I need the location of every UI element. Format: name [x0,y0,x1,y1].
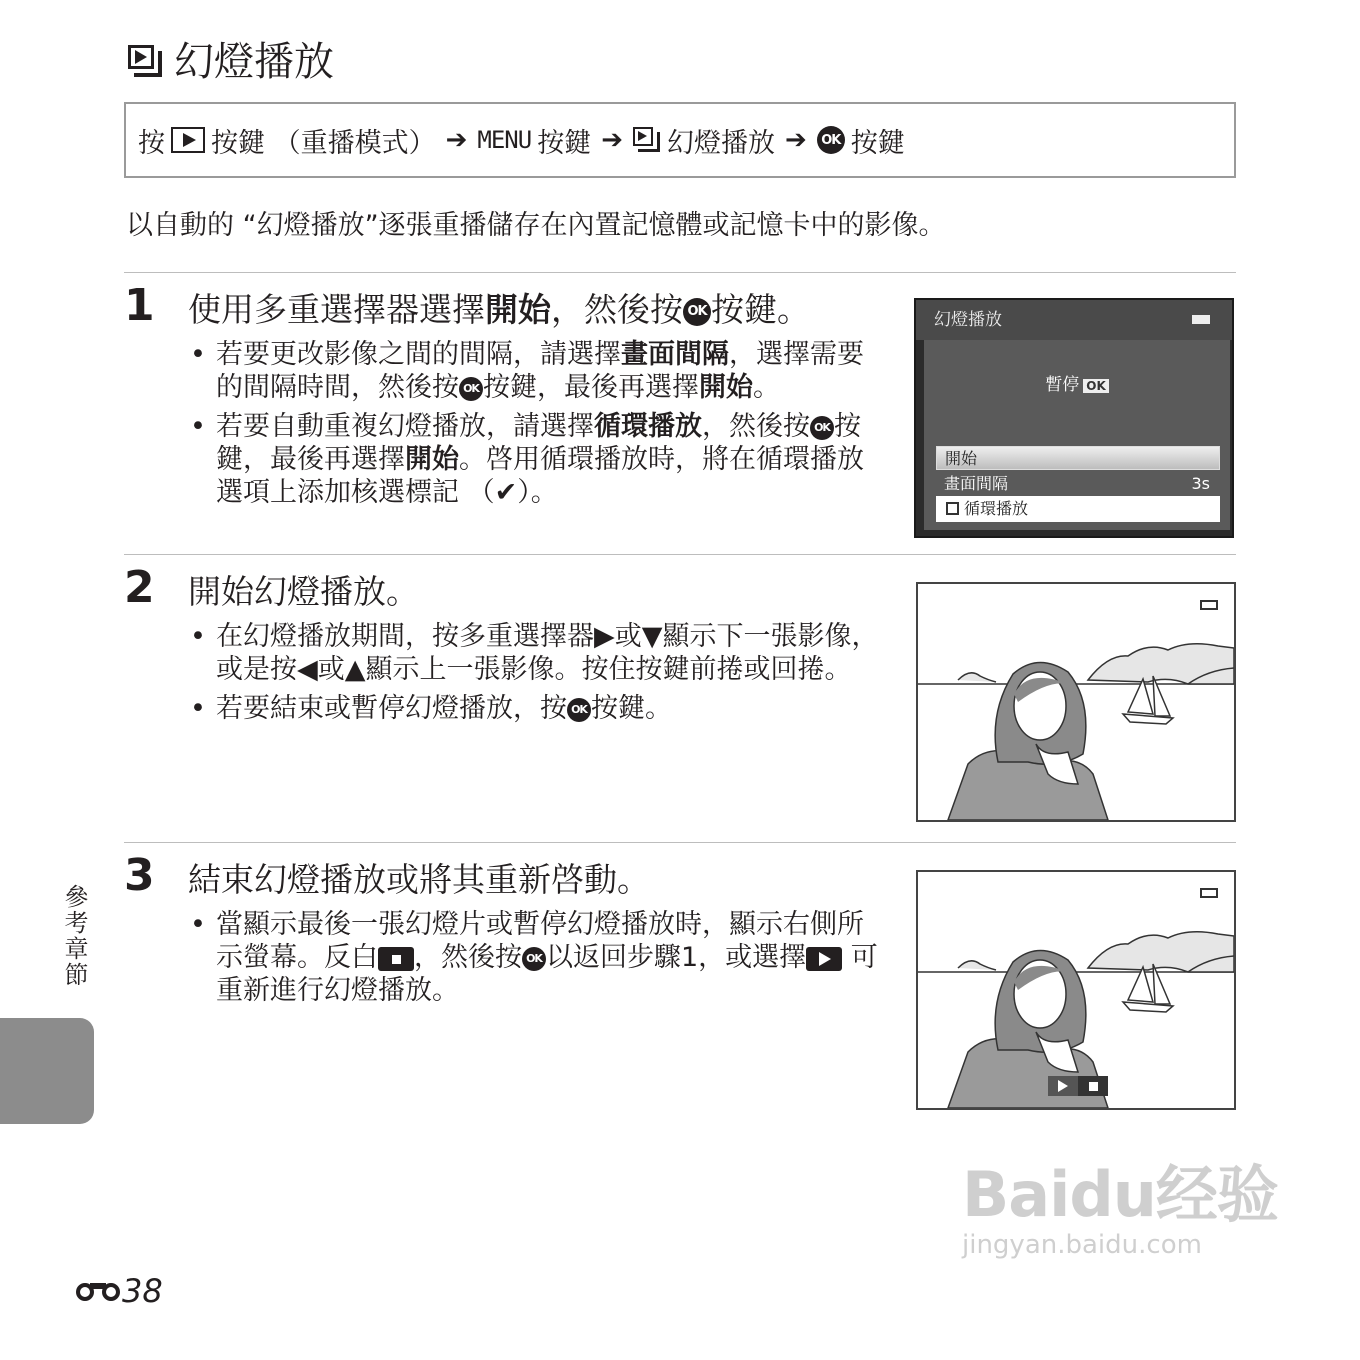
step3-bullets [190,908,880,1013]
step-number: 2 [124,562,155,613]
ok-button-icon: OK [567,698,591,722]
menu-item-loop[interactable]: 循環播放 [936,496,1220,522]
chapter-label: 參考章節 [60,884,88,988]
watermark-logo: Baidu经验 [962,1158,1278,1231]
page-title-text: 幻燈播放 [174,39,334,85]
menu-item-interval[interactable]: 畫面間隔 3s [944,474,1210,493]
menu-path-text: 幻燈播放 [666,127,775,159]
watermark-url: jingyan.baidu.com [962,1230,1202,1260]
ok-button-icon: OK [459,377,483,401]
playback-controls [1048,1076,1108,1096]
menu-path-text: 按 [138,127,165,159]
arrow-icon: ➔ [784,125,807,155]
page-title [128,38,334,86]
chapter-tab [0,1018,94,1124]
ok-button-icon: OK [522,947,546,971]
camera-menu-screen [914,298,1234,538]
battery-icon [1201,601,1217,609]
ok-button-icon: OK [817,126,845,154]
slide-show-icon [633,127,661,153]
stop-button[interactable] [1078,1076,1108,1096]
photo-illustration [918,872,1234,1108]
binoculars-icon [76,1279,120,1303]
ok-badge: OK [1083,379,1109,393]
battery-icon [1201,889,1217,897]
step2-bullets [190,620,880,731]
intro-text: 以自動的 “幻燈播放”逐張重播儲存在內置記憶體或記憶卡中的影像。 [126,210,946,241]
page-number [76,1272,163,1310]
playback-button-icon [171,127,205,153]
checkbox-icon[interactable] [946,502,959,515]
menu-item-start[interactable]: 開始 [936,446,1220,470]
divider [124,842,1236,843]
pause-label: 暫停 OK [924,370,1230,395]
play-button[interactable] [1048,1076,1078,1096]
ok-button-icon: OK [810,416,834,440]
battery-icon [1192,315,1210,324]
photo-illustration [918,584,1234,820]
step-number: 1 [124,280,155,331]
step-title: 開始幻燈播放。 [188,572,419,611]
page-number-text: 38 [122,1272,163,1310]
list-item: • 若要結束或暫停幻燈播放，按 OK 按鍵。 [190,692,880,725]
list-item: • 當顯示最後一張幻燈片或暫停幻燈播放時，顯示右側所示螢幕。反白 ，然後按 OK 以返回步驟1，或選擇 可重新進行幻燈播放。 [190,908,880,1007]
screen-header: 幻燈播放 [916,300,1232,340]
stop-icon [378,947,414,971]
play-icon [806,947,842,971]
list-item: • 若要更改影像之間的間隔，請選擇畫面間隔，選擇需要的間隔時間，然後按 OK 按鍵，最後再選擇開始。 [190,338,880,404]
step-title: 使用多重選擇器選擇開始，然後按 OK 按鍵。 [188,290,810,329]
slide-show-icon [128,45,164,79]
menu-path-text: 按鍵 [537,127,592,159]
divider [124,554,1236,555]
step-title: 結束幻燈播放或將其重新啓動。 [188,860,650,899]
menu-button-label: MENU [477,126,532,154]
arrow-icon: ➔ [601,125,623,155]
menu-path-box [124,102,1236,178]
checkmark-icon: ✔ [494,477,518,508]
watermark [962,1160,1278,1260]
arrow-icon: ➔ [445,125,468,155]
list-item: • 若要自動重複幻燈播放，請選擇循環播放，然後按 OK 按鍵，最後再選擇開始。啓用循環播放時，將在循環播放選項上添加核選標記 （✔）。 [190,410,880,509]
divider [124,272,1236,273]
ok-button-icon: OK [683,298,711,326]
menu-path-text: 按鍵 [850,127,905,159]
menu-path-text: 按鍵 （重播模式） [211,127,436,159]
step1-bullets [190,338,880,515]
list-item: • 在幻燈播放期間，按多重選擇器▶或▼顯示下一張影像，或是按◀或▲顯示上一張影像。按住按鍵前捲或回捲。 [190,620,880,686]
step-number: 3 [124,850,155,901]
slideshow-photo [916,582,1236,822]
slideshow-end-screen [916,870,1236,1110]
